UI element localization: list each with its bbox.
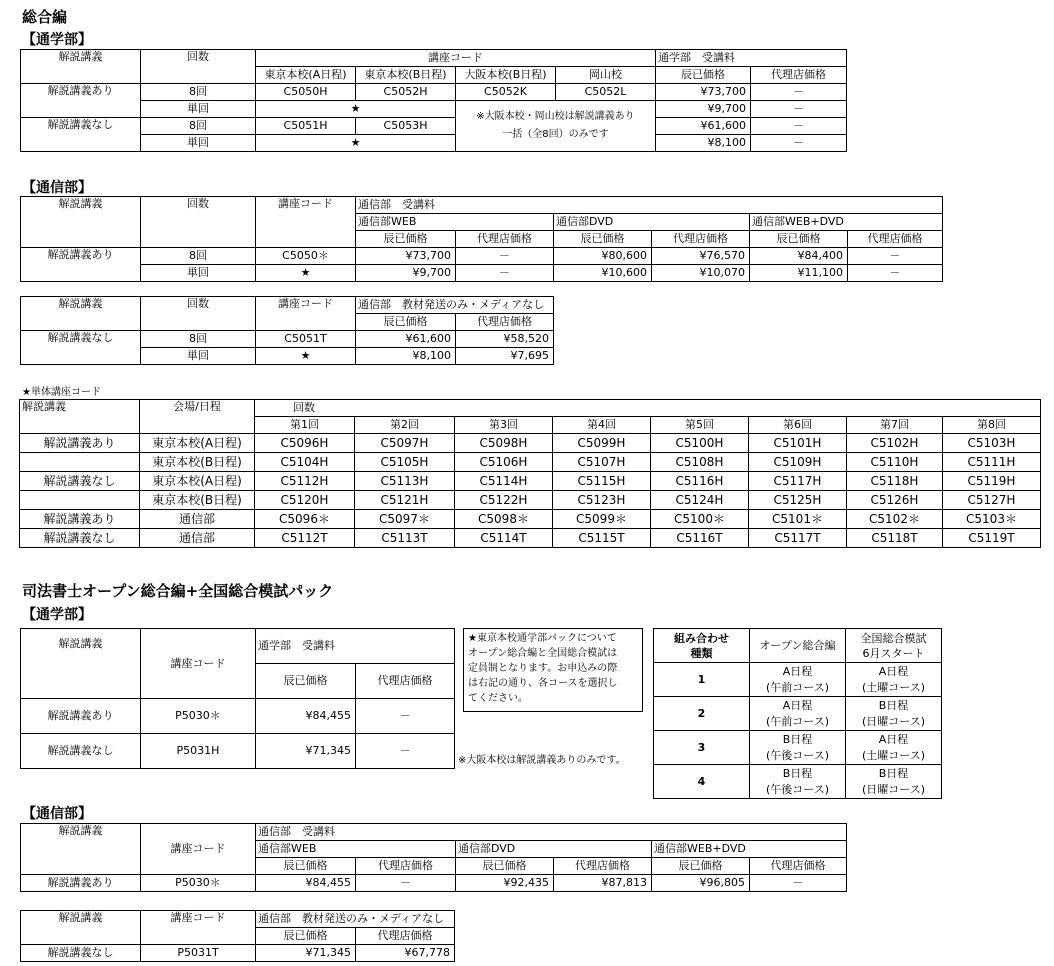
combo-number: 2 bbox=[654, 697, 750, 731]
code-cell: C5117T bbox=[749, 529, 847, 548]
round-header: 第2回 bbox=[355, 417, 455, 434]
cell: ¥10,600 bbox=[554, 265, 652, 282]
cell: ¥92,435 bbox=[456, 875, 554, 892]
header-kaisetsu: 解説講義 bbox=[21, 824, 141, 875]
cell: 8回 bbox=[141, 84, 256, 101]
round-header: 第5回 bbox=[651, 417, 749, 434]
table-row bbox=[20, 434, 1041, 453]
pack-tsugaku-table bbox=[20, 628, 455, 769]
combo-schedule: A日程 bbox=[878, 732, 909, 746]
table-row bbox=[20, 529, 1041, 548]
cell: ¥67,778 bbox=[356, 945, 455, 962]
row-label bbox=[20, 491, 140, 510]
round-header: 第7回 bbox=[847, 417, 943, 434]
table-row bbox=[20, 472, 1041, 491]
header-tatsumi: 辰已価格 bbox=[554, 231, 652, 248]
code-cell: C5115T bbox=[553, 529, 651, 548]
code-cell: C5096＊ bbox=[255, 510, 355, 529]
header-dairi: 代理店価格 bbox=[356, 858, 456, 875]
code-cell: C5111H bbox=[943, 453, 1041, 472]
header-tatsumi: 辰已価格 bbox=[256, 664, 356, 699]
header-code: 講座コード bbox=[256, 197, 356, 248]
combo-course: (午前コース) bbox=[765, 680, 830, 694]
cell: C5052K bbox=[456, 84, 556, 101]
cell: ¥71,345 bbox=[256, 734, 356, 769]
code-cell: C5102H bbox=[847, 434, 943, 453]
info-line: オープン総合編と全国総合模試は bbox=[468, 648, 618, 659]
cell: － bbox=[356, 734, 455, 769]
cell: ¥7,695 bbox=[456, 348, 554, 365]
header-dairi: 代理店価格 bbox=[652, 231, 750, 248]
round-header: 第6回 bbox=[749, 417, 847, 434]
cell: 8回 bbox=[141, 331, 256, 348]
venue-cell: 通信部 bbox=[140, 510, 255, 529]
header-web: 通信部WEB bbox=[356, 214, 554, 231]
cell: ¥61,600 bbox=[656, 118, 751, 135]
cell: C5052L bbox=[556, 84, 656, 101]
combo-schedule: B日程 bbox=[782, 732, 813, 746]
header-fee: 通信部 受講料 bbox=[356, 197, 943, 214]
cell: ¥71,345 bbox=[256, 945, 356, 962]
combo-schedule: B日程 bbox=[878, 766, 909, 780]
combo-open-cell bbox=[750, 663, 846, 697]
code-cell: C5114T bbox=[455, 529, 553, 548]
code-cell: C5097H bbox=[355, 434, 455, 453]
combo-mock-cell bbox=[846, 697, 942, 731]
combo-number: 1 bbox=[654, 663, 750, 697]
header-venue: 会場/日程 bbox=[140, 400, 255, 434]
cell: ¥80,600 bbox=[554, 248, 652, 265]
header-tatsumi: 辰已価格 bbox=[356, 314, 456, 331]
row-label: 解説講義あり bbox=[21, 699, 141, 734]
code-cell: C5102＊ bbox=[847, 510, 943, 529]
cell: C5051T bbox=[256, 331, 356, 348]
header-fee: 通学部 受講料 bbox=[656, 50, 847, 67]
code-cell: C5117H bbox=[749, 472, 847, 491]
combo-open-cell bbox=[750, 765, 846, 799]
combo-row bbox=[654, 731, 942, 765]
row-label: 解説講義なし bbox=[21, 945, 141, 962]
cell: ¥84,455 bbox=[256, 875, 356, 892]
row-label: 解説講義あり bbox=[21, 84, 141, 118]
pack-tsushin-heading: 【通信部】 bbox=[22, 806, 92, 822]
cell: ¥8,100 bbox=[356, 348, 456, 365]
combo-course: (土曜コース) bbox=[861, 748, 926, 762]
cell: P5030＊ bbox=[141, 699, 256, 734]
row-label: 解説講義あり bbox=[20, 510, 140, 529]
cell: － bbox=[751, 84, 847, 101]
code-cell: C5100＊ bbox=[651, 510, 749, 529]
code-cell: C5099H bbox=[553, 434, 651, 453]
header-tokyo-b: 東京本校(B日程) bbox=[356, 67, 456, 84]
header-tatsumi: 辰已価格 bbox=[456, 858, 554, 875]
header-kaisu: 回数 bbox=[141, 50, 256, 84]
code-cell: C5127H bbox=[943, 491, 1041, 510]
header-tatsumi: 辰已価格 bbox=[256, 928, 356, 945]
header-tatsumi: 辰已価格 bbox=[256, 858, 356, 875]
combo-header-mock-2: 6月スタート bbox=[862, 646, 925, 660]
combo-schedule: A日程 bbox=[782, 698, 813, 712]
combo-table bbox=[653, 628, 942, 799]
cell: 単回 bbox=[141, 135, 256, 152]
pack-tsushin-table bbox=[20, 823, 847, 892]
header-kaisetsu: 解説講義 bbox=[21, 629, 141, 699]
cell: C5051H bbox=[256, 118, 356, 135]
cell: ¥73,700 bbox=[656, 84, 751, 101]
osaka-note bbox=[456, 101, 656, 152]
row-label bbox=[20, 453, 140, 472]
header-kaisu: 回数 bbox=[255, 400, 1041, 417]
code-cell: C5105H bbox=[355, 453, 455, 472]
code-cell: C5114H bbox=[455, 472, 553, 491]
header-kaisetsu: 解説講義 bbox=[21, 197, 141, 248]
code-cell: C5106H bbox=[455, 453, 553, 472]
cell: 単回 bbox=[141, 101, 256, 118]
cell: 8回 bbox=[141, 118, 256, 135]
header-kaisetsu: 解説講義 bbox=[21, 50, 141, 84]
cell: ¥11,100 bbox=[750, 265, 848, 282]
pack-tsushin-media-none-table bbox=[20, 910, 455, 962]
row-label: 解説講義なし bbox=[21, 118, 141, 152]
code-cell: C5103H bbox=[943, 434, 1041, 453]
combo-course: (日曜コース) bbox=[861, 714, 926, 728]
info-line: ★東京本校通学部パックについて bbox=[468, 633, 617, 644]
row-label: 解説講義なし bbox=[20, 472, 140, 491]
combo-header-mock bbox=[846, 629, 942, 663]
cell: ¥10,070 bbox=[652, 265, 750, 282]
cell: 8回 bbox=[141, 248, 256, 265]
cell: － bbox=[356, 875, 456, 892]
cell: － bbox=[751, 101, 847, 118]
code-cell: C5113T bbox=[355, 529, 455, 548]
header-dairi: 代理店価格 bbox=[456, 314, 554, 331]
code-cell: C5100H bbox=[651, 434, 749, 453]
code-cell: C5121H bbox=[355, 491, 455, 510]
combo-header-mock-1: 全国総合模試 bbox=[860, 631, 927, 645]
header-code: 講座コード bbox=[256, 50, 656, 67]
single-code-note: ★単体講座コード bbox=[22, 387, 101, 398]
code-cell: C5124H bbox=[651, 491, 749, 510]
star-cell: ★ bbox=[256, 348, 356, 365]
star-cell: ★ bbox=[256, 265, 356, 282]
header-webdvd: 通信部WEB+DVD bbox=[652, 841, 847, 858]
cell: C5050H bbox=[256, 84, 356, 101]
header-dairi: 代理店価格 bbox=[554, 858, 652, 875]
round-header: 第1回 bbox=[255, 417, 355, 434]
tsushin-media-none-table bbox=[20, 296, 554, 365]
header-dairi: 代理店価格 bbox=[456, 231, 554, 248]
code-cell: C5097＊ bbox=[355, 510, 455, 529]
cell: － bbox=[750, 875, 847, 892]
header-tatsumi: 辰已価格 bbox=[750, 231, 848, 248]
cell: ¥61,600 bbox=[356, 331, 456, 348]
row-label: 解説講義あり bbox=[21, 248, 141, 282]
combo-course: (土曜コース) bbox=[861, 680, 926, 694]
venue-cell: 東京本校(B日程) bbox=[140, 491, 255, 510]
venue-cell: 東京本校(A日程) bbox=[140, 472, 255, 491]
code-cell: C5123H bbox=[553, 491, 651, 510]
code-cell: C5126H bbox=[847, 491, 943, 510]
combo-course: (午後コース) bbox=[765, 782, 830, 796]
code-cell: C5113H bbox=[355, 472, 455, 491]
cell: － bbox=[456, 265, 554, 282]
code-cell: C5109H bbox=[749, 453, 847, 472]
row-label: 解説講義なし bbox=[21, 734, 141, 769]
code-cell: C5125H bbox=[749, 491, 847, 510]
tokyo-pack-info-box bbox=[463, 628, 643, 712]
row-label: 解説講義あり bbox=[20, 434, 140, 453]
tsugaku-heading: 【通学部】 bbox=[22, 32, 92, 48]
header-fee: 通信部 受講料 bbox=[256, 824, 847, 841]
code-cell: C5119T bbox=[943, 529, 1041, 548]
cell: － bbox=[456, 248, 554, 265]
cell: － bbox=[356, 699, 455, 734]
header-kaisetsu: 解説講義 bbox=[20, 400, 140, 434]
header-tatsumi: 辰已価格 bbox=[356, 231, 456, 248]
combo-course: (午前コース) bbox=[765, 714, 830, 728]
round-header: 第8回 bbox=[943, 417, 1041, 434]
cell: ¥9,700 bbox=[356, 265, 456, 282]
code-cell: C5112H bbox=[255, 472, 355, 491]
cell: ¥87,813 bbox=[554, 875, 652, 892]
table-row bbox=[20, 491, 1041, 510]
combo-course: (日曜コース) bbox=[861, 782, 926, 796]
cell: C5053H bbox=[356, 118, 456, 135]
header-fee: 通学部 受講料 bbox=[256, 629, 455, 664]
code-cell: C5108H bbox=[651, 453, 749, 472]
single-code-table bbox=[19, 399, 1041, 548]
header-webdvd: 通信部WEB+DVD bbox=[750, 214, 943, 231]
venue-cell: 通信部 bbox=[140, 529, 255, 548]
tsushin-fee-table bbox=[20, 196, 943, 282]
tsushin-heading: 【通信部】 bbox=[22, 180, 92, 196]
cell: C5050＊ bbox=[256, 248, 356, 265]
code-cell: C5120H bbox=[255, 491, 355, 510]
header-tatsumi: 辰已価格 bbox=[656, 67, 751, 84]
header-tokyo-a: 東京本校(A日程) bbox=[256, 67, 356, 84]
cell: － bbox=[848, 248, 943, 265]
combo-open-cell bbox=[750, 697, 846, 731]
combo-row bbox=[654, 663, 942, 697]
header-dvd: 通信部DVD bbox=[554, 214, 750, 231]
header-kaisu: 回数 bbox=[141, 297, 256, 331]
cell: ¥96,805 bbox=[652, 875, 750, 892]
cell: － bbox=[751, 118, 847, 135]
combo-header-type bbox=[654, 629, 750, 663]
code-cell: C5110H bbox=[847, 453, 943, 472]
cell: ¥58,520 bbox=[456, 331, 554, 348]
combo-open-cell bbox=[750, 731, 846, 765]
combo-schedule: B日程 bbox=[878, 698, 909, 712]
header-code: 講座コード bbox=[256, 297, 356, 331]
row-label: 解説講義なし bbox=[21, 331, 141, 365]
combo-number: 4 bbox=[654, 765, 750, 799]
code-cell: C5118H bbox=[847, 472, 943, 491]
cell: ¥8,100 bbox=[656, 135, 751, 152]
combo-header-type-1: 組み合わせ bbox=[674, 631, 729, 645]
round-header: 第3回 bbox=[455, 417, 553, 434]
code-cell: C5104H bbox=[255, 453, 355, 472]
cell: － bbox=[751, 135, 847, 152]
cell: ¥76,570 bbox=[652, 248, 750, 265]
header-dairi: 代理店価格 bbox=[356, 928, 455, 945]
cell: ¥84,455 bbox=[256, 699, 356, 734]
combo-row bbox=[654, 697, 942, 731]
header-osaka-b: 大阪本校(B日程) bbox=[456, 67, 556, 84]
table-row bbox=[20, 510, 1041, 529]
combo-header-open: オープン総合編 bbox=[750, 629, 846, 663]
info-line: てください。 bbox=[468, 693, 528, 704]
combo-row bbox=[654, 765, 942, 799]
cell: 単回 bbox=[141, 265, 256, 282]
header-kaisetsu: 解説講義 bbox=[21, 911, 141, 945]
tsugaku-fee-table bbox=[20, 49, 847, 152]
code-cell: C5101＊ bbox=[749, 510, 847, 529]
header-tatsumi: 辰已価格 bbox=[652, 858, 750, 875]
header-dairi: 代理店価格 bbox=[356, 664, 455, 699]
star-cell: ★ bbox=[256, 135, 456, 152]
cell: P5030＊ bbox=[141, 875, 256, 892]
code-cell: C5118T bbox=[847, 529, 943, 548]
header-code: 講座コード bbox=[141, 911, 256, 945]
pack-tsugaku-heading: 【通学部】 bbox=[22, 607, 92, 623]
code-cell: C5115H bbox=[553, 472, 651, 491]
combo-mock-cell bbox=[846, 731, 942, 765]
star-cell: ★ bbox=[256, 101, 456, 118]
code-cell: C5116H bbox=[651, 472, 749, 491]
venue-cell: 東京本校(B日程) bbox=[140, 453, 255, 472]
header-code: 講座コード bbox=[141, 824, 256, 875]
cell: P5031T bbox=[141, 945, 256, 962]
cell: ¥84,400 bbox=[750, 248, 848, 265]
osaka-note-line1: ※大阪本校・岡山校は解説講義あり bbox=[476, 111, 635, 122]
code-cell: C5107H bbox=[553, 453, 651, 472]
header-dvd: 通信部DVD bbox=[456, 841, 652, 858]
osaka-pack-note: ※大阪本校は解説講義ありのみです。 bbox=[458, 755, 626, 766]
code-cell: C5112T bbox=[255, 529, 355, 548]
header-dairi: 代理店価格 bbox=[750, 858, 847, 875]
code-cell: C5101H bbox=[749, 434, 847, 453]
venue-cell: 東京本校(A日程) bbox=[140, 434, 255, 453]
info-line: は右記の通り、各コースを選択し bbox=[468, 678, 618, 689]
header-dairi: 代理店価格 bbox=[848, 231, 943, 248]
pack-title: 司法書士オープン総合編+全国総合模試パック bbox=[22, 582, 334, 600]
cell: ¥9,700 bbox=[656, 101, 751, 118]
code-cell: C5122H bbox=[455, 491, 553, 510]
code-cell: C5099＊ bbox=[553, 510, 651, 529]
code-cell: C5098H bbox=[455, 434, 553, 453]
code-cell: C5116T bbox=[651, 529, 749, 548]
row-label: 解説講義なし bbox=[20, 529, 140, 548]
cell: P5031H bbox=[141, 734, 256, 769]
info-line: 定員制となります。お申込みの際 bbox=[468, 663, 618, 674]
combo-mock-cell bbox=[846, 663, 942, 697]
header-kaisetsu: 解説講義 bbox=[21, 297, 141, 331]
code-cell: C5098＊ bbox=[455, 510, 553, 529]
section-title: 総合編 bbox=[22, 8, 68, 26]
combo-schedule: A日程 bbox=[782, 664, 813, 678]
header-web: 通信部WEB bbox=[256, 841, 456, 858]
header-fee: 通信部 教材発送のみ・メディアなし bbox=[256, 911, 455, 928]
code-cell: C5096H bbox=[255, 434, 355, 453]
code-cell: C5103＊ bbox=[943, 510, 1041, 529]
header-fee: 通信部 教材発送のみ・メディアなし bbox=[356, 297, 554, 314]
combo-schedule: A日程 bbox=[878, 664, 909, 678]
round-header: 第4回 bbox=[553, 417, 651, 434]
cell: C5052H bbox=[356, 84, 456, 101]
cell: － bbox=[848, 265, 943, 282]
osaka-note-line2: 一括（全8回）のみです bbox=[502, 129, 609, 140]
code-cell: C5119H bbox=[943, 472, 1041, 491]
combo-header-type-2: 種類 bbox=[690, 646, 713, 660]
cell: ¥73,700 bbox=[356, 248, 456, 265]
combo-number: 3 bbox=[654, 731, 750, 765]
header-okayama: 岡山校 bbox=[556, 67, 656, 84]
combo-schedule: B日程 bbox=[782, 766, 813, 780]
header-kaisu: 回数 bbox=[141, 197, 256, 248]
cell: 単回 bbox=[141, 348, 256, 365]
combo-mock-cell bbox=[846, 765, 942, 799]
header-dairi: 代理店価格 bbox=[751, 67, 847, 84]
combo-course: (午後コース) bbox=[765, 748, 830, 762]
table-row bbox=[20, 453, 1041, 472]
row-label: 解説講義あり bbox=[21, 875, 141, 892]
header-code: 講座コード bbox=[141, 629, 256, 699]
